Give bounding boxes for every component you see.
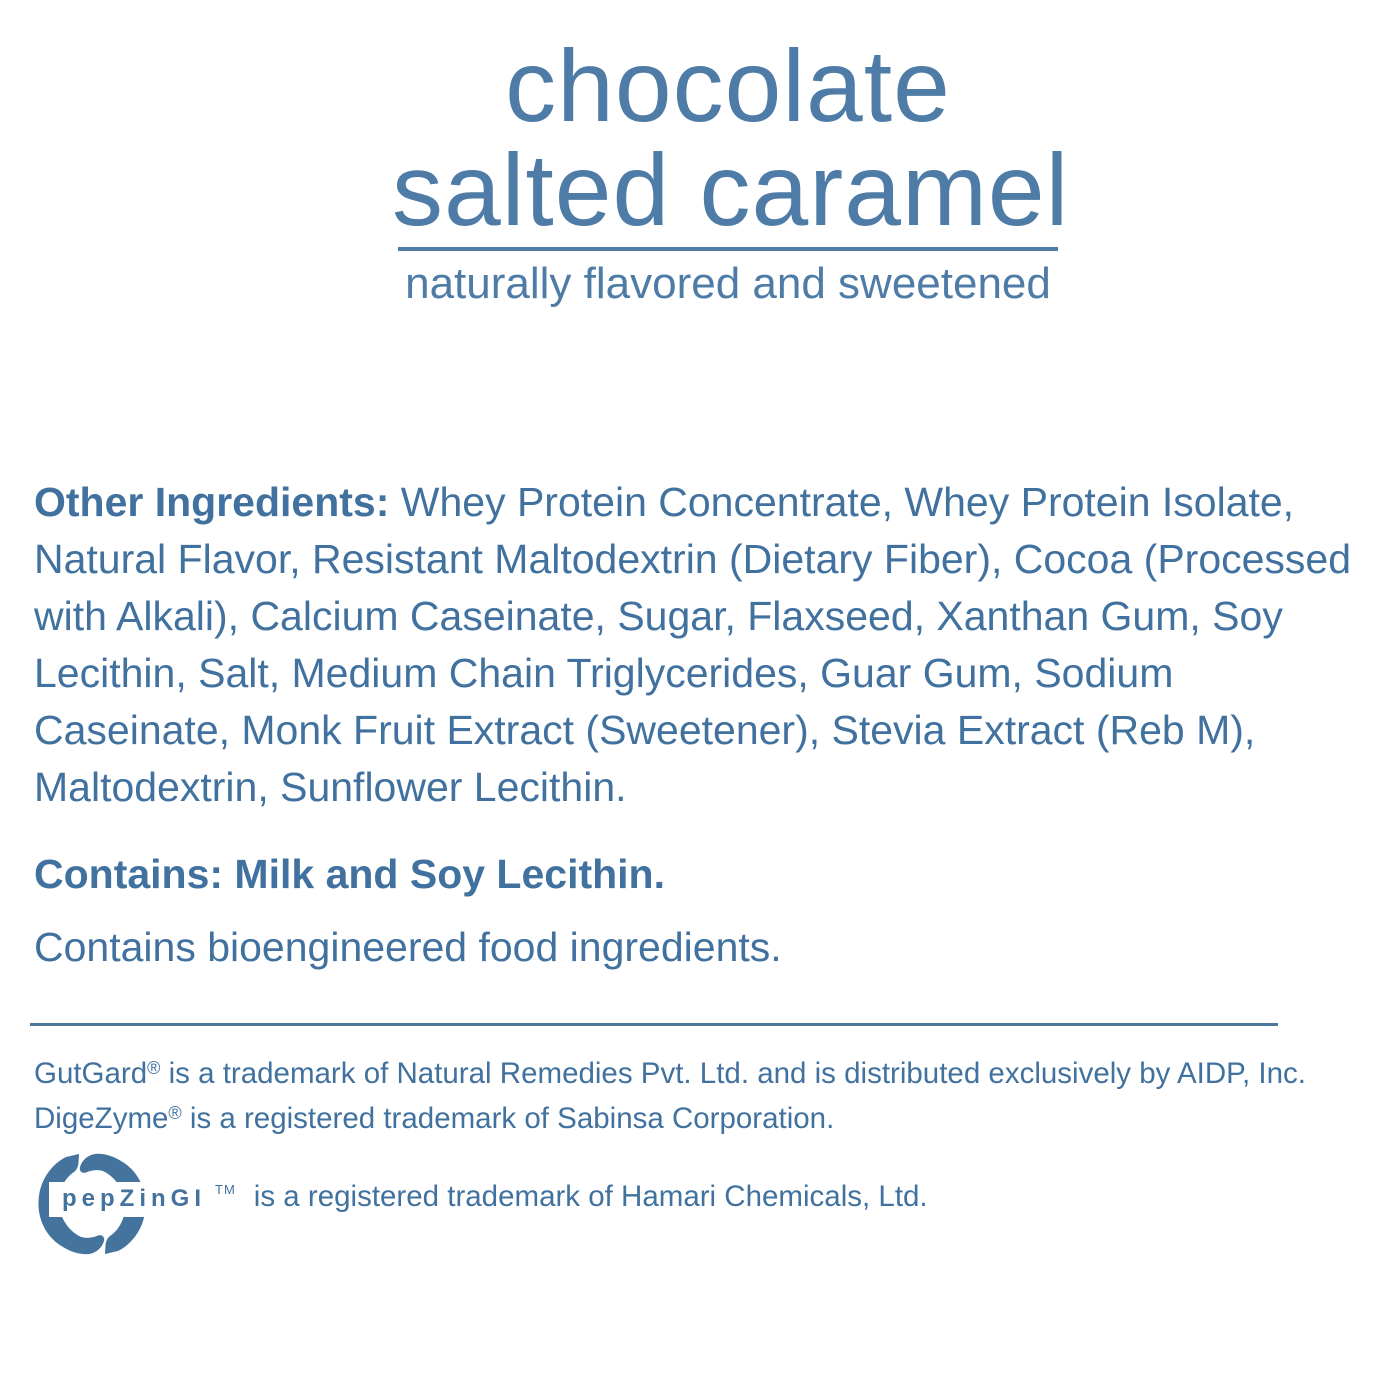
pepzingi-rest: is a registered trademark of Hamari Chemicals, Ltd. xyxy=(253,1180,928,1213)
other-ingredients-paragraph xyxy=(34,474,1372,816)
registered-mark-icon: ® xyxy=(168,1103,182,1123)
pepzingi-wordmark: pepZinGI xyxy=(49,1182,212,1217)
allergen-statement: Contains: Milk and Soy Lecithin. xyxy=(34,851,665,897)
bioengineered-statement: Contains bioengineered food ingredients. xyxy=(34,924,782,970)
other-ingredients-text: Whey Protein Concentrate, Whey Protein Isolate, Natural Flavor, Resistant Maltodextrin (Dietary Fiber), Cocoa (Processed with Alkali), Calcium Caseinate, Sugar, Flaxseed, Xanthan Gum, Soy Lecithin, Salt, Medium Chain Triglycerides, Guar Gum, Sodium Caseinate, Monk Fruit Extract (Sweetener), Stevia Extract (Reb M), Maltodextrin, Sunflower Lecithin. xyxy=(34,479,1352,810)
digezyme-trademark-line xyxy=(34,1101,834,1137)
gutgard-trademark-line xyxy=(34,1056,1306,1092)
digezyme-rest: is a registered trademark of Sabinsa Corporation. xyxy=(181,1102,835,1135)
gutgard-rest: is a trademark of Natural Remedies Pvt. Ltd. and is distributed exclusively by AIDP, Inc. xyxy=(160,1057,1306,1090)
flavor-header xyxy=(392,29,1070,308)
registered-mark-icon: ® xyxy=(147,1058,161,1078)
tm-mark-icon: TM xyxy=(212,1182,239,1197)
footer-divider xyxy=(30,1023,1278,1026)
flavor-subtitle: naturally flavored and sweetened xyxy=(405,259,1051,308)
title-underline xyxy=(398,247,1058,251)
other-ingredients-label: Other Ingredients: xyxy=(34,479,390,525)
gutgard-name: GutGard xyxy=(34,1057,148,1090)
flavor-title-line2: salted caramel xyxy=(392,133,1070,247)
pepzingi-trademark-line xyxy=(49,1180,928,1217)
digezyme-name: DigeZyme xyxy=(34,1102,169,1135)
flavor-title-line1: chocolate xyxy=(505,29,951,143)
